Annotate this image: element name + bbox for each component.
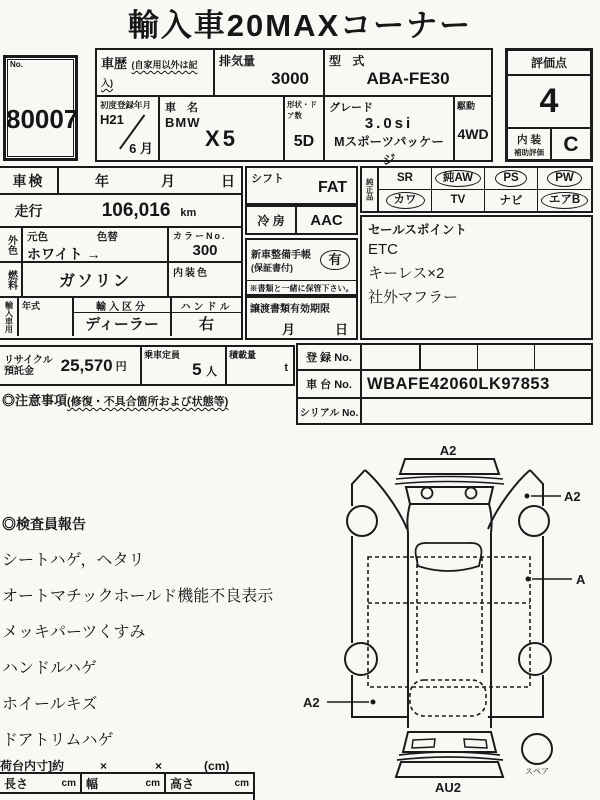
- handle-label: ハンドル: [172, 298, 241, 313]
- cargo-height-cell: 高さ cm: [170, 776, 249, 791]
- drive-cell: [455, 97, 491, 160]
- recycle-deposit-unit: 円: [115, 360, 127, 373]
- first-registration-year: H21: [100, 112, 124, 127]
- left-rear-wheel: [345, 643, 377, 675]
- shift-label: シフト: [251, 173, 284, 185]
- transfer-docs-box: [245, 296, 358, 340]
- transfer-docs-label: 譲渡書類有効期限: [250, 304, 330, 315]
- maintenance-book-note: ※書類と一緒に保管下さい。: [247, 280, 356, 295]
- inspector-report-item: メッキパーツくすみ: [2, 624, 146, 641]
- car-name-label: 車 名: [165, 102, 203, 114]
- load-capacity-unit: t: [284, 362, 288, 374]
- recycle-deposit-cell: リサイクル 預託金 25,570 円: [0, 347, 142, 384]
- transfer-docs-date: 月 日: [281, 322, 348, 337]
- lot-number-value: 80007: [6, 104, 79, 134]
- shape-doors-value: 5D: [293, 133, 315, 150]
- equipment-sunroof: SR: [397, 172, 413, 185]
- equipment-power-windows: PW: [547, 170, 582, 187]
- import-type-label: 輸入区分: [74, 298, 170, 313]
- score-value: 4: [539, 82, 559, 120]
- recycle-deposit-value: 25,570: [60, 355, 113, 375]
- damage-label-left-rear: A2: [303, 695, 320, 710]
- inspector-report-item: シートハゲ，ヘタリ: [2, 552, 145, 569]
- cargo-unit: (cm): [204, 759, 230, 773]
- sales-points-label: セールスポイント: [368, 223, 467, 237]
- history-label: 車歴: [101, 56, 128, 71]
- car-model: X5: [205, 126, 238, 151]
- header-table: [95, 48, 493, 167]
- model-code-value: ABA-FE30: [366, 69, 450, 88]
- color-no-cell: [167, 228, 241, 261]
- shape-doors-cell: [285, 97, 325, 160]
- displacement-value: 3000: [271, 69, 309, 88]
- capacity-cell: [142, 347, 227, 384]
- shaken-label: 車検: [12, 172, 45, 189]
- spare-tire-label: スペア: [525, 767, 549, 776]
- shift-value: FAT: [317, 179, 347, 196]
- equipment-grid: [360, 166, 593, 213]
- chassis-no-value: WBAFE42060LK97853: [367, 374, 550, 393]
- registration-block: [296, 343, 593, 425]
- inspector-report-item: ハンドルハゲ: [2, 660, 97, 677]
- grade-label: グレード: [329, 102, 373, 114]
- mileage-label: 走行: [14, 202, 43, 219]
- ac-value: AAC: [310, 211, 343, 229]
- interior-score-value: C: [563, 133, 579, 156]
- equipment-leather: カワ: [386, 192, 425, 209]
- color-no-label: カラーNo.: [173, 231, 227, 241]
- caution-title: ◎注意事項: [2, 393, 68, 408]
- model-year-label: 年式: [22, 301, 41, 311]
- equipment-airbag: エアB: [541, 192, 588, 209]
- handle-cell: [170, 298, 241, 336]
- inspector-report: [2, 514, 294, 750]
- equipment-alloy-wheels: 純AW: [435, 170, 481, 187]
- cargo-length-cell: 長さ cm: [0, 774, 82, 792]
- maintenance-book-box: [245, 238, 358, 296]
- load-capacity-label: 積載量: [229, 350, 257, 360]
- damage-label-right-front: A2: [564, 489, 581, 504]
- chassis-no-label: 車 台 No.: [298, 371, 362, 397]
- car-name-cell: [160, 97, 285, 160]
- shift-box: [245, 166, 358, 205]
- displacement-cell: [215, 50, 325, 95]
- lot-number-label: No.: [10, 60, 23, 69]
- import-use-label: 輸入車用: [0, 298, 19, 336]
- history-cell: [97, 50, 215, 95]
- left-front-wheel: [347, 506, 377, 536]
- first-registration-month: 6 月: [129, 141, 153, 156]
- car-make: BMW: [165, 115, 201, 130]
- cargo-dimensions-table: [0, 772, 255, 800]
- front-detail-right: [466, 488, 477, 499]
- model-code-label: 型 式: [329, 54, 369, 68]
- damage-label-front: A2: [439, 443, 457, 458]
- capacity-label: 乗車定員: [144, 350, 181, 360]
- front-bumper: [400, 459, 499, 474]
- serial-no-label: シリアル No.: [298, 399, 362, 423]
- damage-label-right-side: A: [576, 572, 586, 587]
- repaint-label: 色替: [96, 231, 118, 243]
- interior-color-label: 内装色: [173, 268, 209, 279]
- registration-no-label: 登 録 No.: [298, 345, 362, 369]
- handle-value: 右: [198, 315, 214, 333]
- inspector-report-item: ドアトリムハゲ: [2, 732, 114, 749]
- mileage-unit: km: [180, 206, 197, 219]
- model-year-cell: [19, 298, 72, 336]
- caution-subtitle: (修復・不具合箇所および状態等): [67, 396, 229, 408]
- grade-value2: Mスポーツパッケージ: [334, 135, 444, 167]
- car-damage-diagram: [295, 443, 600, 800]
- inspector-report-item: ホイールキズ: [2, 696, 98, 713]
- sales-points-box: [360, 215, 593, 340]
- equipment-tv: TV: [450, 194, 466, 207]
- grade-value: 3.0si: [364, 115, 414, 132]
- drive-label: 駆動: [457, 101, 476, 111]
- equipment-power-steering: PS: [495, 170, 526, 187]
- caution-heading: [2, 390, 294, 410]
- equipment-navi: ナビ: [499, 195, 523, 208]
- fuel-value: ガソリン: [58, 273, 131, 290]
- first-registration-label: 初度登録年月: [100, 100, 152, 110]
- interior-color-cell: [167, 263, 241, 296]
- base-color-label: 元色: [27, 231, 48, 243]
- mileage-value: 106,016: [101, 199, 171, 221]
- oem-parts-label: 純正品: [362, 168, 379, 211]
- lot-number-box: [3, 55, 78, 161]
- ac-box: [245, 205, 358, 235]
- import-type-value: ディーラー: [85, 315, 159, 333]
- damage-label-rear: AU2: [434, 780, 462, 795]
- displacement-label: 排気量: [219, 54, 256, 68]
- mileage-value-cell: [57, 195, 241, 226]
- interior-score-label: 内 装 補助評価: [508, 129, 552, 161]
- sales-point-item: キーレス×2: [368, 265, 445, 282]
- right-front-wheel: [519, 506, 549, 536]
- cargo-title: 荷台内寸]約: [0, 759, 64, 773]
- capacity-unit: 人: [206, 366, 217, 378]
- ac-label: 冷 房: [247, 207, 297, 233]
- vehicle-info-block: [0, 166, 243, 340]
- inspector-report-title: ◎検査員報告: [2, 516, 86, 532]
- shape-doors-label: 形状・ドア数: [287, 100, 317, 120]
- registration-no-value: [362, 345, 591, 369]
- fuel-label: 燃料: [0, 263, 23, 296]
- history-note: (自家用以外は記入): [101, 60, 198, 88]
- serial-no-value: [362, 399, 591, 423]
- drive-value: 4WD: [457, 126, 489, 142]
- right-rear-wheel: [519, 643, 551, 675]
- model-code-cell: [325, 50, 491, 95]
- page-title: 輸入車20MAXコーナー: [127, 8, 473, 43]
- import-type-cell: [72, 298, 170, 336]
- exterior-color-cell: [23, 228, 167, 261]
- sales-point-item: ETC: [368, 241, 398, 258]
- maintenance-book-value: 有: [320, 250, 349, 270]
- front-detail-left: [422, 488, 433, 499]
- capacity-value: 5: [192, 360, 202, 379]
- first-registration-cell: [97, 97, 160, 160]
- shaken-date: 年 月 日: [57, 168, 241, 193]
- cargo-dimensions-heading: 荷台内寸]約 × × (cm): [0, 759, 230, 773]
- recycle-deposit-box: [0, 345, 295, 386]
- cargo-width-cell: 幅 cm: [82, 774, 166, 792]
- load-capacity-cell: [227, 347, 293, 384]
- sales-point-item: 社外マフラー: [368, 289, 459, 306]
- maintenance-book-sublabel: (保証書付): [251, 263, 293, 273]
- maintenance-book-label: 新車整備手帳: [251, 250, 311, 261]
- inspector-report-item: オートマチックホールド機能不良表示: [2, 588, 274, 605]
- spare-tire: [522, 734, 552, 764]
- color-no-value: 300: [192, 242, 218, 259]
- exterior-color-label: 外色: [0, 228, 23, 261]
- grade-cell: [325, 97, 455, 167]
- exterior-color-value: ホワイト →: [27, 246, 101, 262]
- score-box: [505, 48, 593, 162]
- score-label: 評価点: [508, 51, 590, 76]
